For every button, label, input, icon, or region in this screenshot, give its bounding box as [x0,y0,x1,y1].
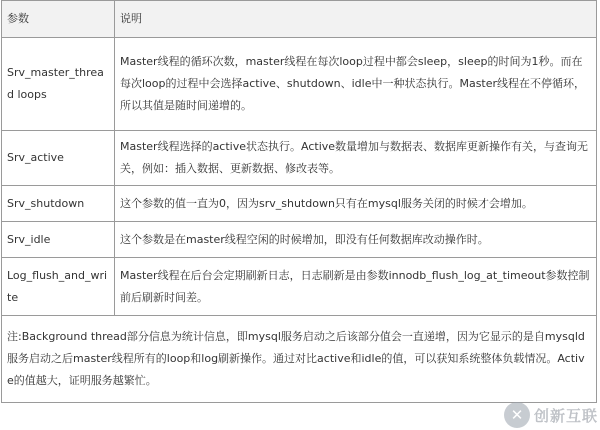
watermark-logo [504,402,598,428]
table-row [2,258,597,316]
param-desc: Master线程选择的active状态执行。Active数量增加与数据表、数据库更新操作有关，与查询无关，例如：插入数据、更新数据、修改表等。 [115,131,597,186]
table-row [2,222,597,258]
param-desc: 这个参数是在master线程空闲的时候增加，即没有任何数据库改动操作时。 [115,222,597,258]
param-desc: Master线程的循环次数，master线程在每次loop过程中都会sleep，sleep的时间为1秒。而在每次loop的过程中会选择active、shutdown、idle中一种状态执行。Master线程在不停循环，所以其值是随时间递增的。 [115,38,597,131]
parameter-table [1,0,597,403]
param-name: Srv_shutdown [2,186,115,222]
watermark-text: 创新互联 [533,406,598,425]
param-name: Srv_active [2,131,115,186]
header-desc: 说明 [115,1,597,38]
note-row [2,316,597,403]
table-row [2,186,597,222]
table-row [2,131,597,186]
table-note: 注:Background thread部分信息为统计信息，即mysql服务启动之后该部分值会一直递增，因为它显示的是自mysqld服务启动之后master线程所有的loop和log刷新操作。通过对比active和idle的值，可以获知系统整体负载情况。Active的值越大，证明服务越繁忙。 [2,316,597,403]
param-name: Srv_master_thread loops [2,38,115,131]
param-name: Srv_idle [2,222,115,258]
table-row [2,38,597,131]
param-name: Log_flush_and_write [2,258,115,316]
param-desc: Master线程在后台会定期刷新日志，日志刷新是由参数innodb_flush_log_at_timeout参数控制前后刷新时间差。 [115,258,597,316]
header-param: 参数 [2,1,115,38]
table-header-row [2,1,597,38]
logo-icon: ✕ [504,402,530,428]
param-desc: 这个参数的值一直为0，因为srv_shutdown只有在mysql服务关闭的时候才会增加。 [115,186,597,222]
